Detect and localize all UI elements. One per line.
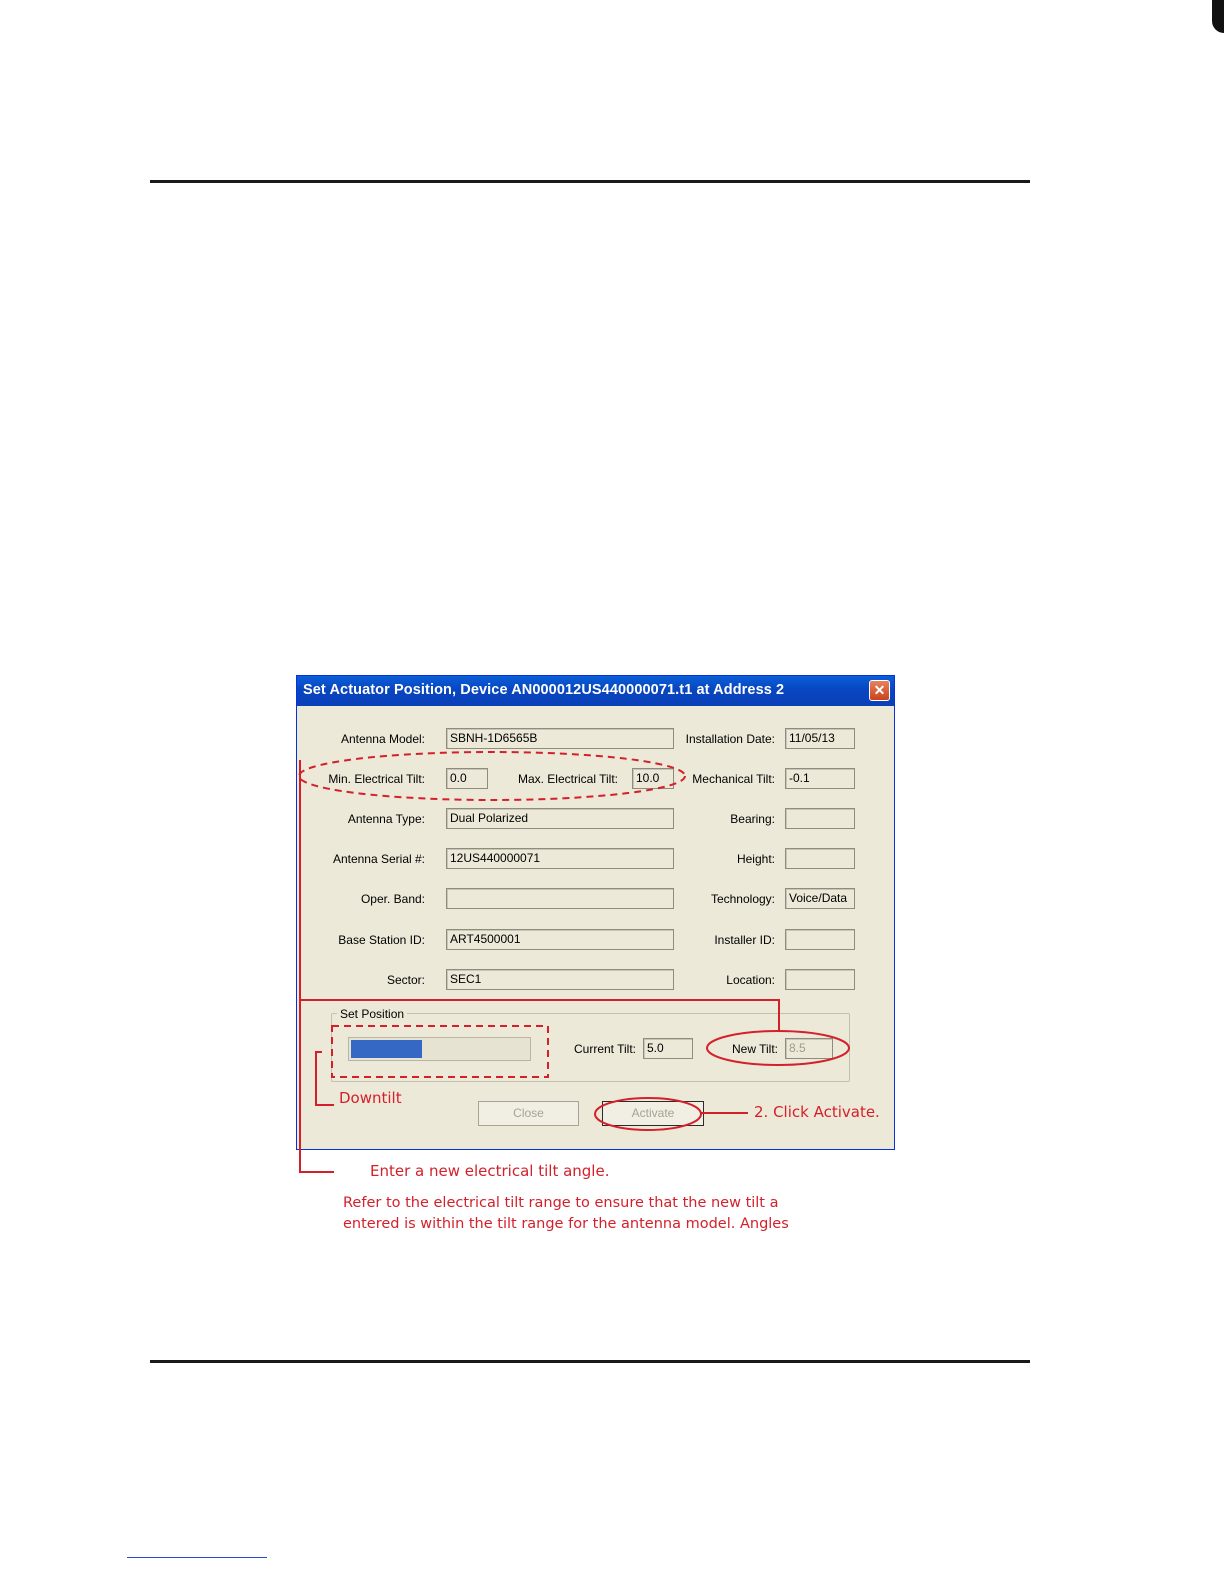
set-position-group-label: Set Position xyxy=(337,1007,407,1021)
refer-range-line-1: Refer to the electrical tilt range to ensure that the new tilt a xyxy=(343,1195,779,1211)
close-icon[interactable]: ✕ xyxy=(869,680,890,701)
activate-ellipse xyxy=(595,1098,701,1130)
height-label: Height: xyxy=(736,852,775,866)
downtilt-leader xyxy=(316,1052,334,1105)
new-tilt-ellipse xyxy=(707,1031,849,1065)
technology-label: Technology: xyxy=(710,892,775,906)
activate-button[interactable]: Activate xyxy=(602,1101,704,1126)
current-tilt-label: Current Tilt: xyxy=(573,1042,636,1056)
oper-band-label: Oper. Band: xyxy=(360,892,425,906)
antenna-type-label: Antenna Type: xyxy=(347,812,425,826)
base-station-id-label: Base Station ID: xyxy=(338,933,425,947)
installation-date-label: Installation Date: xyxy=(685,732,775,746)
antenna-serial-label: Antenna Serial #: xyxy=(332,852,425,866)
antenna-serial-field[interactable]: 12US440000071 xyxy=(446,848,674,869)
new-tilt-leader xyxy=(300,760,779,1032)
dialog-title: Set Actuator Position, Device AN000012US440000071.t1 at Address 2 xyxy=(303,682,785,698)
antenna-model-field[interactable]: SBNH-1D6565B xyxy=(446,728,674,749)
min-electrical-tilt-field[interactable]: 0.0 xyxy=(446,768,488,789)
base-station-id-field[interactable]: ART4500001 xyxy=(446,929,674,950)
close-button[interactable]: Close xyxy=(478,1101,579,1126)
installer-id-label: Installer ID: xyxy=(714,933,775,947)
enter-tilt-annotation: Enter a new electrical tilt angle. xyxy=(370,1162,610,1180)
tilt-range-ellipse xyxy=(299,752,685,800)
max-electrical-tilt-label: Max. Electrical Tilt: xyxy=(517,772,618,786)
click-activate-annotation: 2. Click Activate. xyxy=(754,1103,880,1121)
refer-range-line-2: entered is within the tilt range for the antenna model. Angles xyxy=(343,1216,789,1232)
antenna-model-label: Antenna Model: xyxy=(340,732,425,746)
installation-date-field[interactable]: 11/05/13 xyxy=(785,728,855,749)
sector-label: Sector: xyxy=(386,973,425,987)
mechanical-tilt-field[interactable]: -0.1 xyxy=(785,768,855,789)
antenna-type-field[interactable]: Dual Polarized xyxy=(446,808,674,829)
new-tilt-label: New Tilt: xyxy=(731,1042,778,1056)
mechanical-tilt-label: Mechanical Tilt: xyxy=(692,772,775,786)
current-tilt-field[interactable]: 5.0 xyxy=(643,1038,693,1059)
max-electrical-tilt-field[interactable]: 10.0 xyxy=(632,768,674,789)
technology-field[interactable]: Voice/Data xyxy=(785,888,855,909)
bearing-label: Bearing: xyxy=(730,812,775,826)
downtilt-annotation: Downtilt xyxy=(339,1089,402,1107)
location-label: Location: xyxy=(726,973,775,987)
downtilt-highlight xyxy=(332,1026,548,1077)
min-electrical-tilt-label: Min. Electrical Tilt: xyxy=(328,772,425,786)
new-tilt-input[interactable]: 8.5 xyxy=(785,1038,833,1059)
sector-field[interactable]: SEC1 xyxy=(446,969,674,990)
